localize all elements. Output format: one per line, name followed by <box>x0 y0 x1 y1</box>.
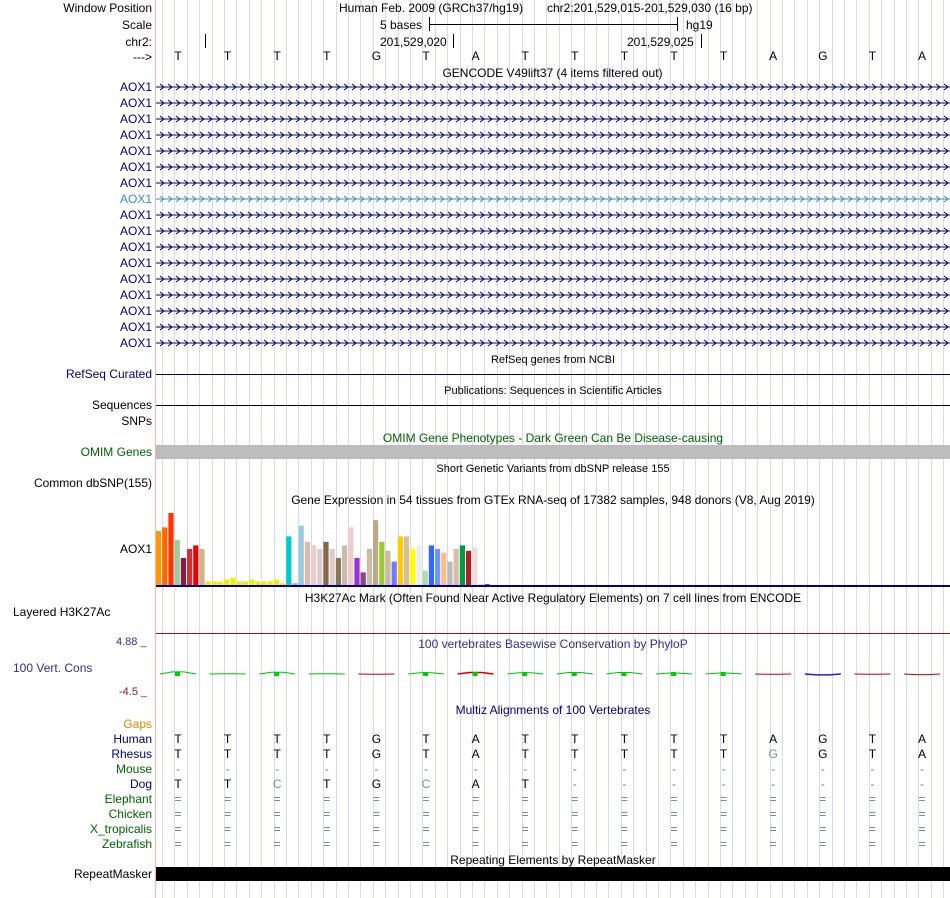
alignment-base: = <box>472 837 480 851</box>
position-text: chr2:201,529,015-201,529,030 (16 bp) <box>547 1 753 15</box>
base-letter: T <box>174 49 182 63</box>
refseq-title[interactable]: RefSeq genes from NCBI <box>490 354 616 366</box>
alignment-base: - <box>870 762 875 776</box>
phylop-score-dot <box>721 672 726 676</box>
window-position-label: Window Position <box>63 1 152 15</box>
gencode-transcript[interactable] <box>156 115 950 123</box>
alignment-base: = <box>769 792 777 806</box>
alignment-base: C <box>421 777 431 791</box>
species-label[interactable]: X_tropicalis <box>89 822 152 836</box>
alignment-base: - <box>672 762 676 776</box>
alignment-base: = <box>224 792 232 806</box>
species-label[interactable]: Mouse <box>115 762 152 776</box>
alignment-base: = <box>372 822 380 836</box>
repeatmasker-title[interactable]: Repeating Elements by RepeatMasker <box>450 853 656 867</box>
alignment-base: - <box>870 777 875 791</box>
scale-text: 5 bases <box>380 18 423 32</box>
refseq-line[interactable] <box>156 374 950 375</box>
alignment-base: - <box>572 777 577 791</box>
alignment-base: = <box>670 807 678 821</box>
alignment-base: = <box>620 807 628 821</box>
alignment-base: = <box>521 792 529 806</box>
alignment-base: = <box>372 807 380 821</box>
alignment-base: = <box>819 837 827 851</box>
base-letter: A <box>769 49 778 63</box>
gencode-transcript[interactable] <box>156 163 950 171</box>
alignment-base: = <box>273 807 281 821</box>
alignment-base: = <box>868 807 876 821</box>
alignment-base: A <box>917 747 926 761</box>
gtex-tissue-bar[interactable] <box>212 581 217 585</box>
alignment-base: T <box>422 747 430 761</box>
gencode-gene-label[interactable]: AOX1 <box>119 320 152 334</box>
alignment-base: = <box>273 822 281 836</box>
alignment-base: = <box>224 807 232 821</box>
alignment-base: = <box>769 822 777 836</box>
gtex-tissue-bar[interactable] <box>342 545 347 585</box>
gtex-tissue-bar[interactable] <box>311 545 316 585</box>
alignment-base: = <box>273 837 281 851</box>
phylop-score-dot <box>621 672 626 676</box>
gtex-tissue-bar[interactable] <box>354 558 359 585</box>
gencode-transcript[interactable] <box>156 259 950 267</box>
alignment-base: = <box>323 807 331 821</box>
gencode-gene-label[interactable]: AOX1 <box>119 272 152 286</box>
gencode-transcript[interactable] <box>156 339 950 347</box>
gtex-tissue-bar[interactable] <box>261 581 266 585</box>
alignment-base: - <box>721 762 726 776</box>
gtex-tissue-bar[interactable] <box>305 542 310 585</box>
alignment-base: A <box>471 777 480 791</box>
gtex-tissue-bar[interactable] <box>466 551 471 585</box>
gtex-tissue-bar[interactable] <box>447 562 452 585</box>
gtex-tissue-bar[interactable] <box>280 583 285 585</box>
gtex-tissue-bar[interactable] <box>255 581 260 585</box>
base-letter: T <box>323 49 331 63</box>
phylop-max: 4.88 _ <box>116 636 147 648</box>
gencode-gene-label[interactable]: AOX1 <box>119 192 152 206</box>
alignment-base: - <box>721 777 726 791</box>
omim-bar[interactable] <box>156 445 950 459</box>
gencode-gene-label[interactable]: AOX1 <box>119 112 152 126</box>
gtex-tissue-bar[interactable] <box>162 527 167 585</box>
alignment-base: = <box>472 807 480 821</box>
gtex-tissue-bar[interactable] <box>429 545 434 585</box>
gencode-transcript[interactable] <box>156 275 950 283</box>
gtex-tissue-bar[interactable] <box>286 536 291 585</box>
alignment-base: = <box>422 807 430 821</box>
species-label[interactable]: Zebrafish <box>101 837 152 851</box>
scale-label: Scale <box>121 18 152 32</box>
alignment-base: - <box>672 777 676 791</box>
gtex-tissue-bar[interactable] <box>268 581 273 585</box>
alignment-base: T <box>620 747 629 761</box>
alignment-base: = <box>620 792 628 806</box>
alignment-base: = <box>819 792 827 806</box>
alignment-base: A <box>769 732 778 746</box>
gencode-gene-label[interactable]: AOX1 <box>119 144 152 158</box>
alignment-base: - <box>920 777 924 791</box>
gtex-tissue-bar[interactable] <box>367 549 372 585</box>
alignment-base: T <box>273 732 281 746</box>
alignment-base: T <box>521 777 529 791</box>
pubs-title[interactable]: Publications: Sequences in Scientific Articles <box>444 385 662 397</box>
gencode-transcript[interactable] <box>156 307 950 315</box>
alignment-base: T <box>174 747 182 761</box>
alignment-base: T <box>620 732 629 746</box>
alignment-base: - <box>771 762 776 776</box>
alignment-base: - <box>374 762 379 776</box>
base-letter: A <box>471 49 480 63</box>
dbsnp-title[interactable]: Short Genetic Variants from dbSNP release 155 <box>436 463 670 475</box>
alignment-base: = <box>571 792 579 806</box>
gtex-tissue-bar[interactable] <box>441 553 446 585</box>
gtex-tissue-bar[interactable] <box>249 580 254 585</box>
alignment-base: T <box>273 747 281 761</box>
base-letter: G <box>371 49 382 63</box>
h3k27ac-label[interactable]: Layered H3K27Ac <box>13 605 111 619</box>
alignment-base: T <box>174 732 182 746</box>
alignment-base: - <box>473 762 478 776</box>
alignment-base: A <box>471 732 480 746</box>
gtex-tissue-bar[interactable] <box>330 549 335 585</box>
alignment-base: T <box>521 747 529 761</box>
alignment-base: = <box>521 822 529 836</box>
gtex-tissue-bar[interactable] <box>379 542 384 585</box>
gtex-tissue-bar[interactable] <box>435 549 440 585</box>
gtex-tissue-bar[interactable] <box>156 531 161 585</box>
alignment-base: = <box>372 792 380 806</box>
alignment-base: T <box>719 747 728 761</box>
gencode-gene-label[interactable]: AOX1 <box>119 208 152 222</box>
alignment-base: G <box>371 777 382 791</box>
gtex-tissue-bar[interactable] <box>274 580 279 585</box>
alignment-base: A <box>917 732 926 746</box>
gencode-transcript[interactable] <box>156 147 950 155</box>
alignment-base: T <box>174 777 182 791</box>
refseq-label[interactable]: RefSeq Curated <box>65 367 152 381</box>
repeatmasker-label[interactable]: RepeatMasker <box>73 867 152 881</box>
alignment-base: = <box>571 807 579 821</box>
alignment-base: T <box>571 747 579 761</box>
base-letter: T <box>670 49 678 63</box>
gtex-tissue-bar[interactable] <box>181 558 186 585</box>
alignment-base: = <box>174 807 182 821</box>
pubs-label[interactable]: Sequences <box>91 398 152 412</box>
alignment-base: = <box>868 837 876 851</box>
base-letter: T <box>521 49 529 63</box>
gencode-gene-label[interactable]: AOX1 <box>119 96 152 110</box>
coord-tick <box>205 34 206 48</box>
alignment-base: = <box>174 822 182 836</box>
phylop-score-dot <box>473 672 478 676</box>
alignment-base: = <box>918 807 926 821</box>
alignment-base: = <box>422 792 430 806</box>
omim-label[interactable]: OMIM Genes <box>80 445 152 459</box>
alignment-base: = <box>273 792 281 806</box>
alignment-base: - <box>523 762 528 776</box>
alignment-base: T <box>323 747 331 761</box>
alignment-base: = <box>720 792 728 806</box>
base-letter: T <box>422 49 430 63</box>
gtex-tissue-bar[interactable] <box>175 540 180 585</box>
alignment-base: - <box>820 762 825 776</box>
gtex-title[interactable]: Gene Expression in 54 tissues from GTEx RNA-seq of 17382 samples, 948 donors (V8, Aug 2019) <box>291 493 815 507</box>
gtex-tissue-bar[interactable] <box>361 572 366 585</box>
phylop-label[interactable]: 100 Vert. Cons <box>13 661 93 675</box>
phylop-score-dot <box>423 672 428 676</box>
alignment-base: = <box>174 837 182 851</box>
gtex-tissue-bar[interactable] <box>485 584 490 585</box>
alignment-base: - <box>176 762 180 776</box>
species-label[interactable]: Elephant <box>104 792 152 806</box>
alignment-base: = <box>868 822 876 836</box>
gtex-tissue-bar[interactable] <box>323 542 328 585</box>
gencode-transcript[interactable] <box>156 99 950 107</box>
chr-label: chr2: <box>125 35 152 49</box>
alignment-base: - <box>920 762 924 776</box>
alignment-base: = <box>323 792 331 806</box>
gtex-tissue-bar[interactable] <box>237 581 242 585</box>
phylop-score-dot <box>274 672 279 676</box>
alignment-base: = <box>224 822 232 836</box>
gencode-transcript[interactable] <box>156 243 950 251</box>
alignment-base: = <box>918 822 926 836</box>
gencode-transcript[interactable] <box>156 291 950 299</box>
gtex-tissue-bar[interactable] <box>423 571 428 585</box>
alignment-base: - <box>622 762 627 776</box>
scale-bar <box>429 24 677 25</box>
gtex-tissue-bar[interactable] <box>336 558 341 585</box>
gtex-tissue-bar[interactable] <box>398 536 403 585</box>
alignment-base: T <box>719 732 728 746</box>
gtex-tissue-bar[interactable] <box>317 549 322 585</box>
alignment-base: C <box>272 777 282 791</box>
alignment-base: = <box>670 837 678 851</box>
dbsnp-label[interactable]: Common dbSNP(155) <box>33 476 152 490</box>
alignment-base: - <box>820 777 825 791</box>
scale-assembly: hg19 <box>686 18 713 32</box>
alignment-base: = <box>670 792 678 806</box>
coord-tick <box>453 34 454 48</box>
phylop-score-mark[interactable] <box>904 674 940 675</box>
alignment-base: G <box>818 747 828 761</box>
gencode-gene-label[interactable]: AOX1 <box>119 288 152 302</box>
gencode-transcript[interactable] <box>156 179 950 187</box>
gtex-tissue-bar[interactable] <box>199 549 204 585</box>
alignment-base: G <box>371 747 382 761</box>
species-label[interactable]: Rhesus <box>111 747 152 761</box>
alignment-base: = <box>918 837 926 851</box>
gaps-label[interactable]: Gaps <box>123 717 152 731</box>
alignment-base: = <box>323 837 331 851</box>
alignment-base: = <box>620 837 628 851</box>
gtex-tissue-bar[interactable] <box>410 549 415 585</box>
gencode-gene-label[interactable]: AOX1 <box>119 304 152 318</box>
alignment-base: = <box>720 807 728 821</box>
alignment-base: T <box>422 732 430 746</box>
phylop-score-mark[interactable] <box>805 674 841 675</box>
alignment-base: T <box>521 732 529 746</box>
gtex-tissue-bar[interactable] <box>416 545 421 585</box>
alignment-base: G <box>371 732 382 746</box>
gencode-transcript[interactable] <box>156 83 950 91</box>
alignment-base: = <box>670 822 678 836</box>
alignment-base: = <box>323 822 331 836</box>
alignment-base: = <box>620 822 628 836</box>
gtex-tissue-bar[interactable] <box>392 562 397 585</box>
alignment-base: - <box>424 762 428 776</box>
species-label[interactable]: Human <box>113 732 152 746</box>
alignment-base: = <box>224 837 232 851</box>
gencode-gene-label[interactable]: AOX1 <box>119 80 152 94</box>
pubs-line[interactable] <box>156 405 950 406</box>
alignment-base: T <box>868 732 877 746</box>
coord-right: 201,529,025 <box>627 35 694 49</box>
phylop-score-dot <box>572 672 577 676</box>
phylop-score-dot <box>175 672 180 676</box>
gtex-tissue-bar[interactable] <box>472 547 477 585</box>
gencode-gene-label[interactable]: AOX1 <box>119 240 152 254</box>
alignment-base: = <box>868 792 876 806</box>
gtex-label[interactable]: AOX1 <box>119 542 152 556</box>
coord-left: 201,529,020 <box>380 35 447 49</box>
gtex-tissue-bar[interactable] <box>478 584 483 585</box>
gencode-transcript[interactable] <box>156 323 950 331</box>
alignment-base: T <box>670 747 678 761</box>
gtex-tissue-bar[interactable] <box>187 549 192 585</box>
gencode-title[interactable]: GENCODE V49lift37 (4 items filtered out) <box>442 66 663 80</box>
assembly-text: Human Feb. 2009 (GRCh37/hg19) <box>339 1 524 15</box>
alignment-base: = <box>819 822 827 836</box>
gtex-tissue-bar[interactable] <box>460 545 465 585</box>
alignment-base: = <box>472 792 480 806</box>
alignment-base: = <box>372 837 380 851</box>
coord-tick <box>701 34 702 48</box>
alignment-base: = <box>174 792 182 806</box>
gencode-gene-label[interactable]: AOX1 <box>119 176 152 190</box>
gtex-tissue-bar[interactable] <box>299 526 304 585</box>
alignment-base: - <box>225 762 230 776</box>
alignment-base: T <box>223 777 232 791</box>
alignment-base: - <box>771 777 776 791</box>
alignment-base: = <box>571 837 579 851</box>
omim-title[interactable]: OMIM Gene Phenotypes - Dark Green Can Be Disease-causing <box>382 431 724 445</box>
gtex-tissue-bar[interactable] <box>292 583 297 585</box>
alignment-base: = <box>422 837 430 851</box>
gencode-transcript[interactable] <box>156 211 950 219</box>
alignment-base: T <box>670 732 678 746</box>
alignment-base: G <box>768 747 778 761</box>
gencode-gene-label[interactable]: AOX1 <box>119 336 152 350</box>
h3k27ac-baseline <box>156 633 950 634</box>
base-letter: T <box>571 49 579 63</box>
base-letter: T <box>620 49 629 63</box>
base-letter: T <box>868 49 877 63</box>
alignment-base: T <box>223 747 232 761</box>
base-letter: G <box>818 49 828 63</box>
alignment-base: = <box>521 837 529 851</box>
alignment-base: A <box>471 747 480 761</box>
alignment-base: = <box>472 822 480 836</box>
gtex-tissue-bar[interactable] <box>404 536 409 585</box>
phylop-title[interactable]: 100 vertebrates Basewise Conservation by PhyloP <box>418 637 688 651</box>
gtex-tissue-bar[interactable] <box>230 578 235 585</box>
strand-label: ---> <box>133 50 152 64</box>
repeatmasker-bar[interactable] <box>156 867 950 881</box>
alignment-base: = <box>819 807 827 821</box>
scale-bar-right <box>677 17 678 31</box>
alignment-base: = <box>571 822 579 836</box>
gtex-tissue-bar[interactable] <box>224 580 229 585</box>
gencode-gene-label[interactable]: AOX1 <box>119 128 152 142</box>
gencode-transcript[interactable] <box>156 131 950 139</box>
alignment-base: = <box>918 792 926 806</box>
gtex-tissue-bar[interactable] <box>348 527 353 585</box>
alignment-base: - <box>275 762 280 776</box>
alignment-base: T <box>323 732 331 746</box>
alignment-base: = <box>521 807 529 821</box>
snps-label[interactable]: SNPs <box>121 414 152 428</box>
phylop-min: -4.5 _ <box>119 686 148 698</box>
phylop-plot[interactable] <box>156 652 950 700</box>
gencode-gene-label[interactable]: AOX1 <box>119 224 152 238</box>
phylop-score-dot <box>522 672 527 676</box>
alignment-base: T <box>868 747 877 761</box>
gtex-tissue-bar[interactable] <box>218 581 223 585</box>
gencode-gene-label[interactable]: AOX1 <box>119 160 152 174</box>
base-letter: T <box>719 49 728 63</box>
alignment-base: - <box>622 777 627 791</box>
alignment-base: = <box>769 807 777 821</box>
alignment-base: - <box>572 762 577 776</box>
gencode-transcript[interactable] <box>156 195 950 203</box>
alignment-base: = <box>720 837 728 851</box>
alignment-base: = <box>720 822 728 836</box>
gtex-bar-chart[interactable] <box>156 506 950 588</box>
phylop-score-dot <box>671 672 676 676</box>
gtex-tissue-bar[interactable] <box>168 513 173 585</box>
gtex-tissue-bar[interactable] <box>206 581 211 585</box>
multiz-title[interactable]: Multiz Alignments of 100 Vertebrates <box>455 703 651 717</box>
gtex-tissue-bar[interactable] <box>243 581 248 585</box>
base-letter: A <box>917 49 926 63</box>
h3k27ac-title[interactable]: H3K27Ac Mark (Often Found Near Active Regulatory Elements) on 7 cell lines from ENCODE <box>304 591 802 605</box>
alignment-base: = <box>422 822 430 836</box>
gtex-tissue-bar[interactable] <box>454 549 459 585</box>
gtex-tissue-bar[interactable] <box>385 551 390 585</box>
base-letter: T <box>273 49 281 63</box>
alignment-base: T <box>571 732 579 746</box>
species-label[interactable]: Chicken <box>108 807 152 821</box>
alignment-base: - <box>324 762 329 776</box>
gtex-tissue-bar[interactable] <box>193 545 198 585</box>
alignment-base: T <box>323 777 331 791</box>
gtex-tissue-bar[interactable] <box>373 520 378 585</box>
alignment-base: G <box>818 732 828 746</box>
alignment-base: T <box>223 732 232 746</box>
species-label[interactable]: Dog <box>129 777 152 791</box>
gencode-gene-label[interactable]: AOX1 <box>119 256 152 270</box>
gencode-transcript[interactable] <box>156 227 950 235</box>
base-letter: T <box>223 49 232 63</box>
alignment-base: = <box>769 837 777 851</box>
